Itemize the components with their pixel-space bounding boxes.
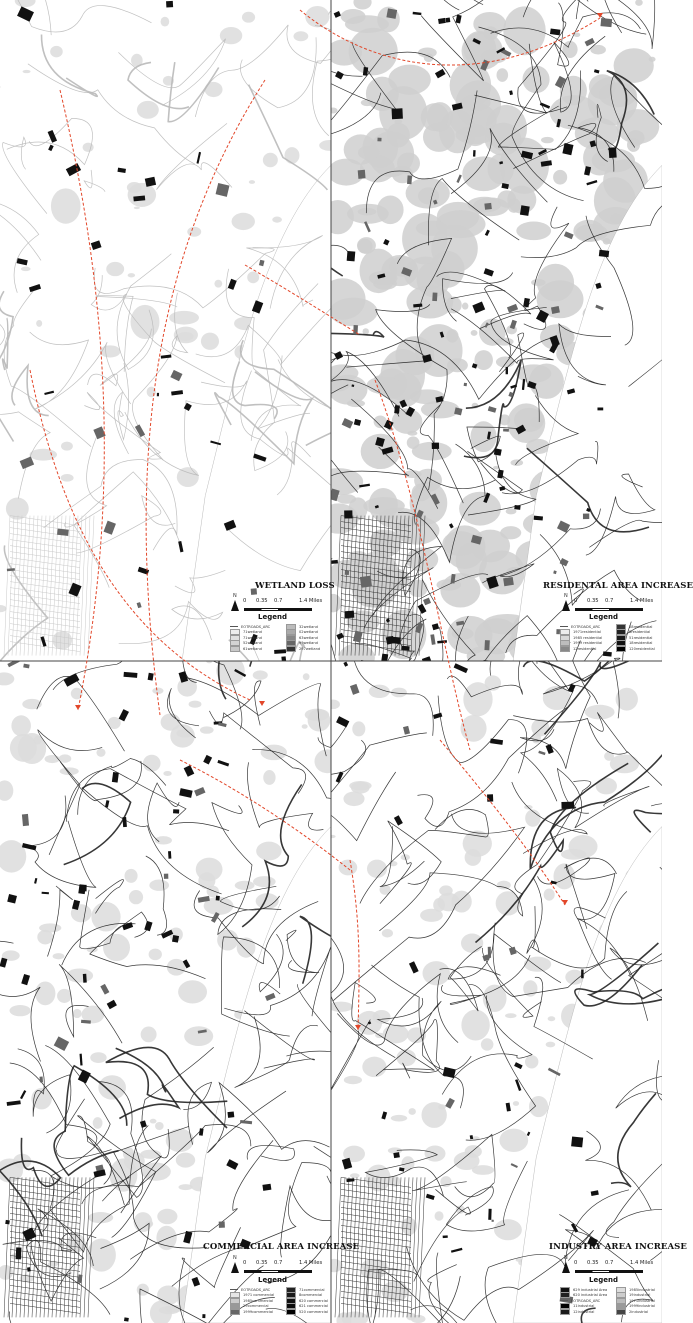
panel-title: WETLAND LOSS [255, 581, 335, 591]
legend-label: 99wetland [299, 641, 318, 646]
scale-tick: 0.35 [256, 598, 268, 604]
legend-label: 1985commercial [243, 1298, 274, 1303]
legend [560, 1287, 672, 1317]
legend-label: 520 commercial [299, 1309, 328, 1314]
panel-title: RESIDENTAL AREA INCREASE [543, 581, 693, 591]
legend-label: 621 commercial [299, 1304, 328, 1309]
legend-label: 32wetland [299, 624, 318, 629]
north-arrow-icon: N [230, 1257, 242, 1275]
legend-label: 620 industrial Area [573, 1293, 608, 1298]
legend-item [230, 646, 262, 651]
legend-line-swatch [560, 626, 568, 627]
legend-label: 8residential [629, 630, 651, 635]
legend-label: 1971industrial [629, 1298, 655, 1303]
legend-label: 1985industrial [629, 1287, 655, 1292]
legend-item [560, 1309, 594, 1314]
legend [230, 1287, 342, 1317]
legend-label: 71wetland [243, 630, 262, 635]
legend-fill-swatch [230, 646, 240, 652]
legend-label: 1999 residential [573, 641, 603, 646]
scale-tick: 0.7 [274, 1260, 283, 1266]
panel-title: INDUSTRY AREA INCREASE [549, 1242, 687, 1252]
legend-line-swatch [230, 1289, 238, 1290]
legend-label: 63wetland [299, 635, 318, 640]
scale-tick: 0 [574, 598, 578, 604]
scale-units: 1.4 Miles [630, 598, 654, 604]
legend-label: EOTROADS_ARC [241, 624, 271, 629]
legend-fill-swatch [286, 646, 296, 652]
legend-label: EOTROADS_ARC [571, 624, 601, 629]
legend-label: 61wetland [243, 646, 262, 651]
legend-fill-swatch [560, 646, 570, 652]
legend [230, 624, 342, 654]
scale-tick: 0.35 [587, 598, 599, 604]
legend [560, 624, 672, 654]
legend-label: 18residential [629, 641, 653, 646]
legend-title: Legend [258, 613, 287, 621]
legend-label: 1971residential [573, 630, 602, 635]
scale-tick: 0.7 [605, 1260, 614, 1266]
legend-label: 02wetland [299, 630, 318, 635]
legend-item [286, 646, 320, 651]
north-arrow-icon: N [561, 595, 573, 613]
legend-line-swatch [230, 626, 238, 627]
legend-fill-swatch [616, 1309, 626, 1315]
legend-item [616, 1309, 648, 1314]
legend-label: 1999commercial [243, 1309, 274, 1314]
scale-tick: 0.35 [256, 1260, 268, 1266]
legend-label: 120residential [629, 646, 655, 651]
legend-label: EOTROADS_ARC [241, 1287, 271, 1292]
legend-label: 1971 commercial [243, 1293, 275, 1298]
legend-label: 1985 residential [573, 635, 603, 640]
legend-label: 620 commercial [299, 1298, 328, 1303]
scale-units: 1.4 Miles [299, 598, 323, 604]
legend-label: 2industrial [629, 1309, 649, 1314]
legend-label: 28residential [629, 624, 653, 629]
legend-fill-swatch [560, 1309, 570, 1315]
legend-item [230, 1309, 273, 1314]
scale-tick: 0 [243, 598, 247, 604]
legend-label: 297wetland [299, 646, 321, 651]
scale-units: 1.4 Miles [630, 1260, 654, 1266]
legend-label: 12residential [573, 646, 597, 651]
legend-label: 71wetland [243, 635, 262, 640]
legend-fill-swatch [230, 1309, 240, 1315]
legend-item [286, 1309, 328, 1314]
legend-label: 29commercial [243, 1304, 269, 1309]
legend-item [560, 646, 596, 651]
legend-item [616, 646, 655, 651]
scale-tick: 0 [574, 1260, 578, 1266]
legend-label: 1999industrial [629, 1304, 655, 1309]
legend-title: Legend [589, 1276, 618, 1284]
legend-fill-swatch [560, 1292, 570, 1298]
legend-label: 8commercial [299, 1293, 323, 1298]
legend-label: 52wetland [243, 641, 262, 646]
panel-title: COMMERCIAL AREA INCREASE [203, 1242, 360, 1252]
scale-tick: 0 [243, 1260, 247, 1266]
legend-label: 71commercial [299, 1287, 325, 1292]
legend-title: Legend [258, 1276, 287, 1284]
legend-label: 629 industrial Area [573, 1287, 608, 1292]
scale-tick: 0.7 [274, 598, 283, 604]
legend-title: Legend [589, 613, 618, 621]
scale-tick: 0.7 [605, 598, 614, 604]
north-arrow-icon: N [230, 595, 242, 613]
legend-fill-swatch [286, 1309, 296, 1315]
legend-label: EOTROADS_ARC [571, 1298, 601, 1303]
north-arrow-icon: N [561, 1257, 573, 1275]
legend-label: 12industrial [573, 1309, 595, 1314]
legend-label: 11industrial [573, 1304, 595, 1309]
scale-tick: 0.35 [587, 1260, 599, 1266]
scale-units: 1.4 Miles [299, 1260, 323, 1266]
legend-line-swatch [560, 1300, 568, 1301]
legend-item [560, 1293, 607, 1298]
legend-fill-swatch [616, 646, 626, 652]
legend-label: 19industrial [629, 1293, 651, 1298]
legend-label: 51residential [629, 635, 653, 640]
